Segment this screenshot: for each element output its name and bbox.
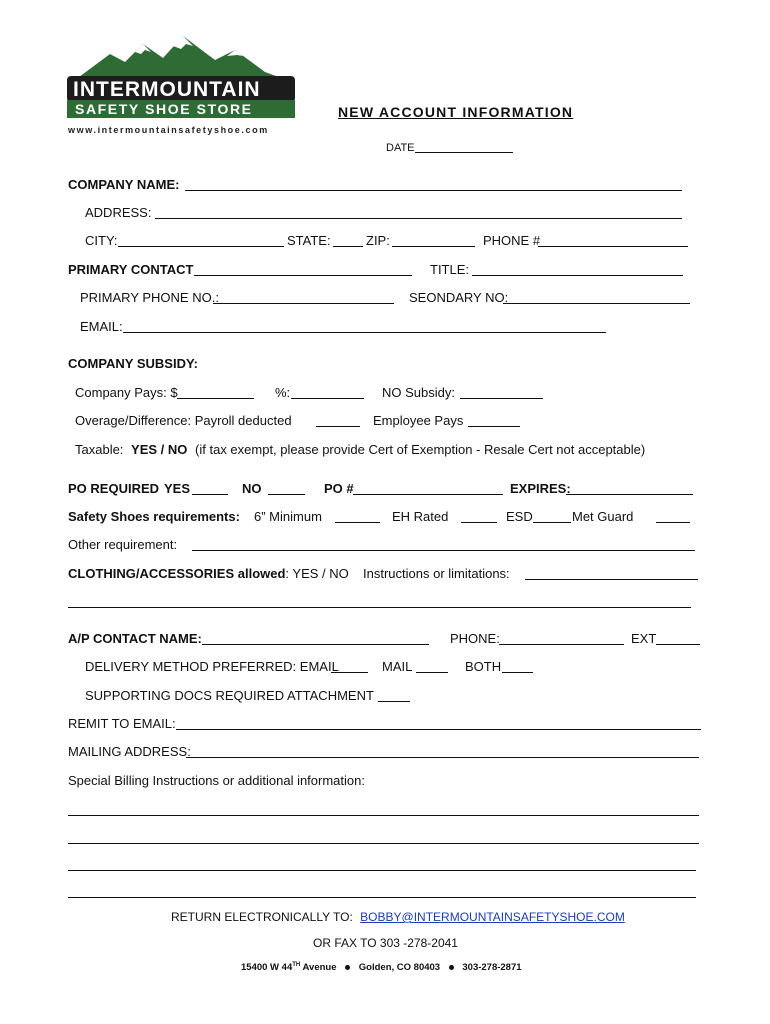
expires-label: EXPIRES: [510,481,571,496]
address-field[interactable] [155,218,682,219]
mailing-address-label: MAILING ADDRESS: [68,744,191,759]
employee-pays-field[interactable] [468,426,520,427]
ap-contact-field[interactable] [202,644,429,645]
company-name-label: COMPANY NAME: [68,177,180,192]
bullet-icon [345,965,350,970]
po-no-label: NO [242,481,262,496]
remit-email-field[interactable] [176,729,701,730]
email-label: EMAIL: [80,319,123,334]
delivery-method-label: DELIVERY METHOD PREFERRED: EMAIL [85,659,339,674]
esd-field[interactable] [533,522,571,523]
special-billing-line-2[interactable] [68,843,699,844]
address-street: 15400 W 44 [241,962,293,974]
email-field[interactable] [123,332,606,333]
zip-field[interactable] [392,246,475,247]
primary-contact-field[interactable] [194,275,412,276]
supporting-docs-field[interactable] [378,701,410,702]
website-url: www.intermountainsafetyshoe.com [68,125,269,135]
clothing-label: CLOTHING/ACCESSORIES allowed [68,566,286,581]
date-label: DATE [386,142,415,154]
clothing-row [68,566,349,582]
state-label: STATE: [287,233,331,248]
taxable-note: (if tax exempt, please provide Cert of Exemption - Resale Cert not acceptable) [195,442,646,457]
special-billing-line-3[interactable] [68,870,696,871]
primary-phone-label: PRIMARY PHONE NO.: [80,290,219,305]
eh-rated-label: EH Rated [392,509,449,524]
secondary-phone-field[interactable] [503,303,690,304]
address-phone: 303-278-2871 [462,962,522,974]
return-label: RETURN ELECTRONICALLY TO: [171,910,353,924]
esd-label: ESD [506,509,533,524]
city-label: CITY: [85,233,118,248]
company-pays-label: Company Pays: $ [75,385,178,400]
ap-phone-field[interactable] [499,644,624,645]
ap-contact-label: A/P CONTACT NAME: [68,631,202,646]
company-logo [65,32,297,122]
overage-label: Overage/Difference: Payroll deducted [75,413,292,428]
minimum-field[interactable] [335,522,380,523]
no-subsidy-label: NO Subsidy: [382,385,455,400]
other-requirement-label: Other requirement: [68,537,178,552]
title-field[interactable] [472,275,683,276]
phone-label: PHONE # [483,233,541,248]
delivery-both-label: BOTH [465,659,502,674]
po-number-label: PO # [324,481,354,496]
address-label: ADDRESS: [85,205,152,220]
met-guard-field[interactable] [656,522,690,523]
title-label: TITLE: [430,262,470,277]
expires-field[interactable] [566,494,693,495]
payroll-deducted-field[interactable] [316,426,360,427]
po-yes-field[interactable] [192,494,228,495]
city-field[interactable] [118,246,284,247]
logo-text-bottom: SAFETY SHOE STORE [75,101,253,117]
return-email-link[interactable]: BOBBY@INTERMOUNTAINSAFETYSHOE.COM [360,910,625,924]
clothing-options[interactable]: : YES / NO [285,566,349,581]
instructions-label: Instructions or limitations: [363,566,510,581]
shoes-requirements-label: Safety Shoes requirements: [68,509,240,524]
state-field[interactable] [333,246,363,247]
secondary-phone-label: SEONDARY NO: [409,290,509,305]
footer-address [241,962,522,973]
delivery-email-field[interactable] [331,672,368,673]
delivery-both-field[interactable] [502,672,533,673]
taxable-row [75,442,645,458]
instructions-field[interactable] [525,579,698,580]
special-billing-line-1[interactable] [68,815,699,816]
primary-phone-field[interactable] [213,303,394,304]
taxable-label: Taxable: [75,442,124,457]
mailing-address-field[interactable] [186,757,699,758]
address-city: Golden, CO 80403 [358,962,441,974]
special-billing-line-4[interactable] [68,897,696,898]
ext-field[interactable] [656,644,700,645]
employee-pays-label: Employee Pays [373,413,464,428]
remit-email-label: REMIT TO EMAIL: [68,716,176,731]
return-line [171,910,625,924]
po-number-field[interactable] [353,494,503,495]
eh-rated-field[interactable] [461,522,497,523]
other-requirement-field[interactable] [192,550,695,551]
instructions-field-line-2[interactable] [68,607,691,608]
logo-text-top: INTERMOUNTAIN [73,78,261,101]
zip-label: ZIP: [366,233,390,248]
ext-label: EXT [631,631,657,646]
delivery-mail-label: MAIL [382,659,413,674]
ap-phone-label: PHONE: [450,631,500,646]
delivery-mail-field[interactable] [416,672,448,673]
supporting-docs-label: SUPPORTING DOCS REQUIRED ATTACHMENT [85,688,374,703]
fax-line: OR FAX TO 303 -278-2041 [313,936,458,950]
minimum-label: 6” Minimum [254,509,322,524]
po-no-field[interactable] [268,494,305,495]
no-subsidy-field[interactable] [460,398,543,399]
page-title: NEW ACCOUNT INFORMATION [338,104,574,120]
percent-field[interactable] [291,398,364,399]
address-street-end: Avenue [300,962,337,974]
special-billing-label: Special Billing Instructions or additional information: [68,773,365,788]
subsidy-heading: COMPANY SUBSIDY: [68,356,199,371]
address-street-suffix: TH [292,962,301,968]
company-name-field[interactable] [185,190,682,191]
percent-label: %: [275,385,291,400]
po-yes-label: YES [164,481,191,496]
bullet-icon [449,965,454,970]
primary-contact-label: PRIMARY CONTACT [68,262,194,277]
taxable-options[interactable]: YES / NO [131,442,188,457]
date-field[interactable] [415,152,513,153]
po-required-label: PO REQUIRED [68,481,160,496]
phone-field[interactable] [538,246,688,247]
company-pays-field[interactable] [177,398,254,399]
met-guard-label: Met Guard [572,509,634,524]
